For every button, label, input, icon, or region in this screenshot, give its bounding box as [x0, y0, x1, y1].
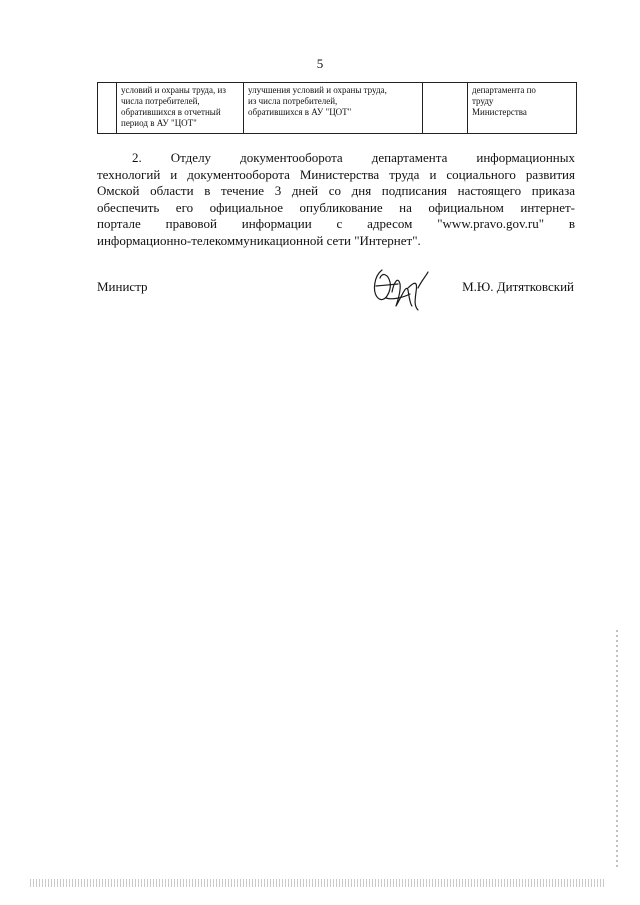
indicator-line: условий и охраны труда, из	[121, 85, 226, 95]
responsible-line: Министерства	[472, 107, 527, 117]
indicator-line: обратившихся в отчетный	[121, 107, 221, 117]
table-row	[98, 83, 577, 134]
cell-description	[244, 83, 423, 134]
paragraph-line: обеспечить его официальное опубликование на официальном интернет-	[97, 199, 575, 215]
description-line: обратившихся в АУ "ЦОТ"	[248, 107, 352, 117]
paragraph-line: портале правовой информации с адресом "www.pravo.gov.ru" в	[97, 216, 575, 231]
paragraph-line: технологий и документооборота Министерства труда и социального развития	[97, 166, 575, 182]
description-line: улучшения условий и охраны труда,	[248, 85, 387, 95]
paragraph-line: 2. Отделу документооборота департамента информационных	[132, 150, 575, 165]
cell-term	[423, 83, 468, 134]
cell-responsible	[468, 83, 577, 134]
responsible-line: труду	[472, 96, 494, 106]
signer-position: Министр	[97, 279, 148, 294]
continuation-table	[97, 82, 577, 134]
cell-indicator	[117, 83, 244, 134]
description-line: из числа потребителей,	[248, 96, 338, 106]
indicator-line: числа потребителей,	[121, 96, 200, 106]
responsible-line: департамента по	[472, 85, 536, 95]
handwritten-signature	[368, 262, 436, 314]
scan-edge-artifact	[616, 630, 618, 870]
paragraph-line: Омской области в течение 3 дней со дня подписания настоящего приказа	[97, 183, 575, 198]
cell-number	[98, 83, 117, 134]
indicator-line: период в АУ "ЦОТ"	[121, 118, 197, 128]
scan-bottom-artifact	[30, 879, 605, 887]
signer-name: М.Ю. Дитятковский	[462, 279, 574, 294]
paragraph-2	[97, 150, 575, 249]
page-number: 5	[316, 56, 324, 71]
paragraph-line: информационно-телекоммуникационной сети "Интернет".	[97, 232, 421, 248]
